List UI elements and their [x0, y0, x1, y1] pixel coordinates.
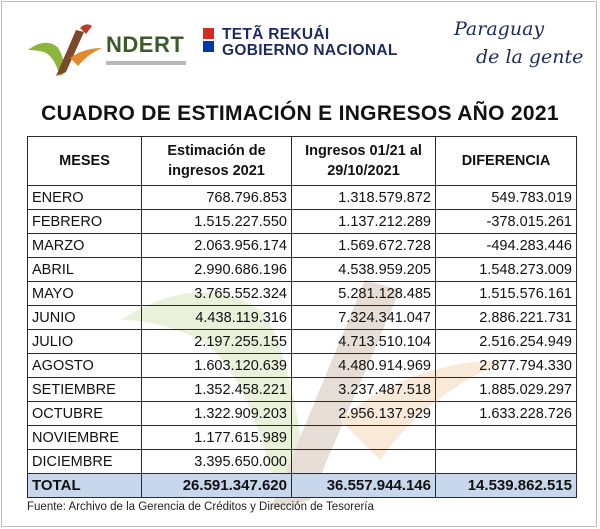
slogan-line-2: de la gente [476, 46, 584, 68]
header-estimacion: Estimación de ingresos 2021 [142, 137, 292, 186]
diferencia-cell [436, 450, 577, 474]
month-cell: DICIEMBRE [28, 450, 142, 474]
ingresos-cell: 1.318.579.872 [292, 186, 436, 210]
month-cell: AGOSTO [28, 354, 142, 378]
table-header-row [28, 137, 577, 186]
total-ingresos: 36.557.944.146 [292, 474, 436, 498]
estimacion-cell: 2.063.956.174 [142, 234, 292, 258]
ingresos-cell: 5.281.128.485 [292, 282, 436, 306]
table-row [28, 426, 577, 450]
ndert-logo-mark [26, 20, 106, 82]
diferencia-cell: 2.886.221.731 [436, 306, 577, 330]
document-title: CUADRO DE ESTIMACIÓN E INGRESOS AÑO 2021 [41, 102, 559, 125]
month-cell: ABRIL [28, 258, 142, 282]
ndert-wordmark: NDERT [106, 32, 185, 57]
diferencia-cell: 549.783.019 [436, 186, 577, 210]
estimacion-cell: 1.515.227.550 [142, 210, 292, 234]
gov-line-1: TETÃ REKUÁI [222, 26, 330, 43]
ingresos-cell [292, 426, 436, 450]
diferencia-cell: 1.633.228.726 [436, 402, 577, 426]
table-row [28, 258, 577, 282]
diferencia-cell: 2.516.254.949 [436, 330, 577, 354]
estimacion-cell: 768.796.853 [142, 186, 292, 210]
month-cell: OCTUBRE [28, 402, 142, 426]
month-cell: ENERO [28, 186, 142, 210]
table-row [28, 306, 577, 330]
slogan-line-1: Paraguay [454, 18, 545, 40]
table-row [28, 282, 577, 306]
table-row [28, 402, 577, 426]
total-estimacion: 26.591.347.620 [142, 474, 292, 498]
ingresos-cell [292, 450, 436, 474]
month-cell: MAYO [28, 282, 142, 306]
ingresos-cell: 4.480.914.969 [292, 354, 436, 378]
estimacion-cell: 1.177.615.989 [142, 426, 292, 450]
estimacion-cell: 1.352.458.221 [142, 378, 292, 402]
ingresos-cell: 3.237.487.518 [292, 378, 436, 402]
estimacion-cell: 3.765.552.324 [142, 282, 292, 306]
header-ingresos: Ingresos 01/21 al 29/10/2021 [292, 137, 436, 186]
estimacion-cell: 4.438.119.316 [142, 306, 292, 330]
source-note: Fuente: Archivo de la Gerencia de Créditos y Dirección de Tesorería [27, 501, 374, 513]
estimacion-table [27, 136, 577, 498]
total-label: TOTAL [28, 474, 142, 498]
total-row [28, 474, 577, 498]
month-cell: JULIO [28, 330, 142, 354]
ingresos-cell: 2.956.137.929 [292, 402, 436, 426]
table-row [28, 210, 577, 234]
diferencia-cell: 2.877.794.330 [436, 354, 577, 378]
header-meses: MESES [28, 137, 142, 186]
month-cell: MARZO [28, 234, 142, 258]
table-row [28, 450, 577, 474]
slogan-logo [444, 18, 584, 78]
estimacion-cell: 1.603.120.639 [142, 354, 292, 378]
month-cell: FEBRERO [28, 210, 142, 234]
ingresos-cell: 4.538.959.205 [292, 258, 436, 282]
ingresos-cell: 7.324.341.047 [292, 306, 436, 330]
ndert-tagline-bar [106, 61, 186, 65]
month-cell: SETIEMBRE [28, 378, 142, 402]
ingresos-cell: 1.137.212.289 [292, 210, 436, 234]
estimacion-cell: 3.395.650.000 [142, 450, 292, 474]
table-row [28, 354, 577, 378]
estimacion-cell: 1.322.909.203 [142, 402, 292, 426]
diferencia-cell: -494.283.446 [436, 234, 577, 258]
ndert-logo [26, 20, 186, 82]
table-row [28, 234, 577, 258]
flag-icon [203, 28, 214, 52]
month-cell: NOVIEMBRE [28, 426, 142, 450]
diferencia-cell: 1.515.576.161 [436, 282, 577, 306]
gov-line-2: GOBIERNO NACIONAL [222, 42, 398, 59]
table-row [28, 186, 577, 210]
table-row [28, 378, 577, 402]
header-diferencia: DIFERENCIA [436, 137, 577, 186]
ingresos-cell: 4.713.510.104 [292, 330, 436, 354]
month-cell: JUNIO [28, 306, 142, 330]
diferencia-cell: 1.885.029.297 [436, 378, 577, 402]
total-diferencia: 14.539.862.515 [436, 474, 577, 498]
diferencia-cell: 1.548.273.009 [436, 258, 577, 282]
ingresos-cell: 1.569.672.728 [292, 234, 436, 258]
estimacion-cell: 2.197.255.155 [142, 330, 292, 354]
estimacion-cell: 2.990.686.196 [142, 258, 292, 282]
table-row [28, 330, 577, 354]
diferencia-cell: -378.015.261 [436, 210, 577, 234]
diferencia-cell [436, 426, 577, 450]
